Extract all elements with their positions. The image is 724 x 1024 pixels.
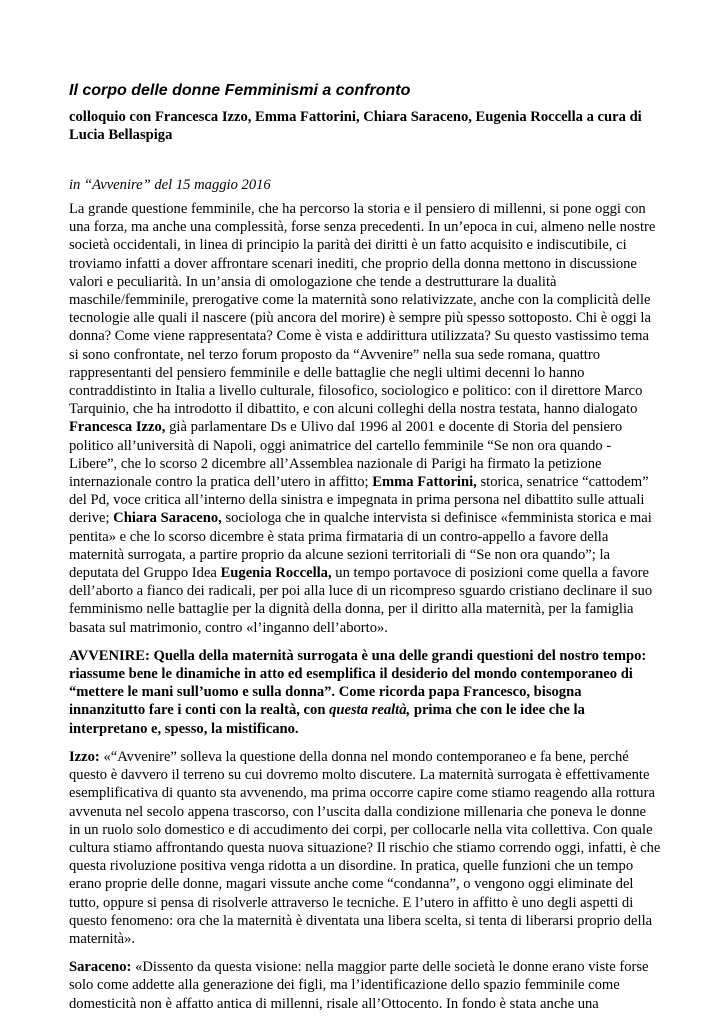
question-text: AVVENIRE: Quella della maternità surrogata è una delle grandi questioni del nostro tempo: riassume bene le dinamiche in atto ed esemplifica il desiderio del mondo contemporaneo di “mettere le mani sull’uomo e sulla donna”. Come ricorda papa Francesco, bisogna innanzitutto fare i conti con la realtà, con — [69, 647, 647, 719]
answer-paragraph — [69, 958, 661, 1013]
intro-text: un tempo portavoce di posizioni come quella a favore dell’aborto a fianco dei radicali, per poi alla luce di un ricompreso sguardo cristiano declinare il suo femminismo nelle battaglie per la dignità della donna, per il diritto alla maternità, per la famiglia basata sul matrimonio, contro «l’inganno dell’aborto». — [69, 565, 653, 636]
document-subtitle: colloquio con Francesca Izzo, Emma Fattorini, Chiara Saraceno, Eugenia Roccella a cura di Lucia Bellaspiga — [69, 109, 642, 143]
participant-name: Francesca Izzo, — [69, 419, 166, 436]
answer-paragraph — [69, 748, 661, 948]
document-page — [69, 80, 661, 1023]
question-text: prima che con le idee che la interpretano e, spesso, la mistificano. — [69, 702, 585, 737]
intro-paragraph — [69, 200, 661, 637]
intro-text: La grande questione femminile, che ha percorso la storia e il pensiero di millenni, si pone oggi con una forza, ma anche una complessità, forse senza precedenti. In un’epoca in cui, almeno nelle nostre società occidentali, in linea di principio la parità dei diritti è un fatto acquisito e indiscutibile, ci troviamo infatti a dover affrontare scenari inediti, che proprio della donna mettono in discussione valori e peculiarità. In un’ansia di omologazione che tende a destrutturare la dualità maschile/femminile, prerogative come la maternità sono relativizzate, anche con la complicità delle tecnologie alle quali il nascere (più ancora del morire) è sempre più spesso sottoposto. Chi è oggi la donna? Come viene rappresentata? Come è vista e addirittura utilizzata? Su questo vastissimo tema si sono confrontate, nel terzo forum proposto da “Avvenire” nella sua sede romana, quattro rappresentanti del pensiero femminile e delle battaglie che negli ultimi decenni lo hanno contraddistinto in Italia a livello culturale, filosofico, sociologico e politico: con il direttore Marco Tarquinio, che ha introdotto il dibattito, e con alcuni colleghi della nostra testata, hanno dialogato — [69, 201, 656, 418]
speaker-label: Saraceno: — [69, 959, 132, 976]
intro-text: sociologa che in qualche intervista si definisce «femminista storica e mai pentita» e che lo scorso dicembre è stata prima firmataria di un contro-appello a favore della maternità surrogata, a partire proprio da alcune sezioni territoriali di “Se non ora quando”; la deputata del Gruppo Idea — [69, 510, 652, 582]
intro-text: già parlamentare Ds e Ulivo dal 1996 al 2001 e docente di Storia del pensiero politico all’università di Napoli, oggi animatrice del cartello femminile “Se non ora quando - Libere”, che lo scorso 2 dicembre all’Assemblea nazionale di Parigi ha firmato la petizione internazionale contro la pratica dell’utero in affitto; — [69, 419, 623, 491]
intro-text: storica, senatrice “cattodem” del Pd, voce critica all’interno della sinistra e impegnata in prima persona nel dibattito sulle attuali derive; — [69, 474, 649, 527]
participant-name: Emma Fattorini, — [372, 474, 477, 491]
source-line: in “Avvenire” del 15 maggio 2016 — [69, 177, 271, 193]
question-emphasis: questa realtà, — [329, 702, 411, 719]
document-title: Il corpo delle donne Femminismi a confronto — [69, 82, 411, 99]
question-paragraph — [69, 647, 661, 738]
answer-text: «“Avvenire” solleva la questione della donna nel mondo contemporaneo e fa bene, perché questo è davvero il terreno su cui dovremo molto discutere. La maternità surrogata è effettivamente esemplificativa di quanto sta avvenendo, ma prima occorre capire come stiamo reagendo alla rottura avvenuta nel secolo appena trascorso, con l’uscita dalla condizione millenaria che poneva le donne in un ruolo solo domestico e di accudimento dei corpi, per collocarle nella vita collettiva. Con quale cultura stiamo affrontando questa nuova situazione? Il rischio che stiamo correndo oggi, infatti, è che questa rivoluzione positiva venga ridotta a un disordine. In pratica, quelle funzioni che un tempo erano proprie delle donne, magari vissute anche come “condanna”, o vengono oggi eliminate del tutto, oppure si pensa di risolverle attraverso le tecniche. E l’utero in affitto è uno degli aspetti di questo fenomeno: ora che la maternità è diventata una libera scelta, si tenta di liberarsi proprio della maternità». — [69, 748, 661, 947]
participant-name: Chiara Saraceno, — [113, 510, 222, 527]
speaker-label: Izzo: — [69, 748, 100, 765]
participant-name: Eugenia Roccella, — [220, 565, 332, 582]
answer-text: «Dissento da questa visione: nella maggior parte delle società le donne erano viste forse solo come addette alla generazione dei figli, ma l’identificazione dello spazio femminile come domesticità non è affatto antica di millenni, risale all’Ottocento. In fondo è stata anche una — [69, 959, 649, 1012]
